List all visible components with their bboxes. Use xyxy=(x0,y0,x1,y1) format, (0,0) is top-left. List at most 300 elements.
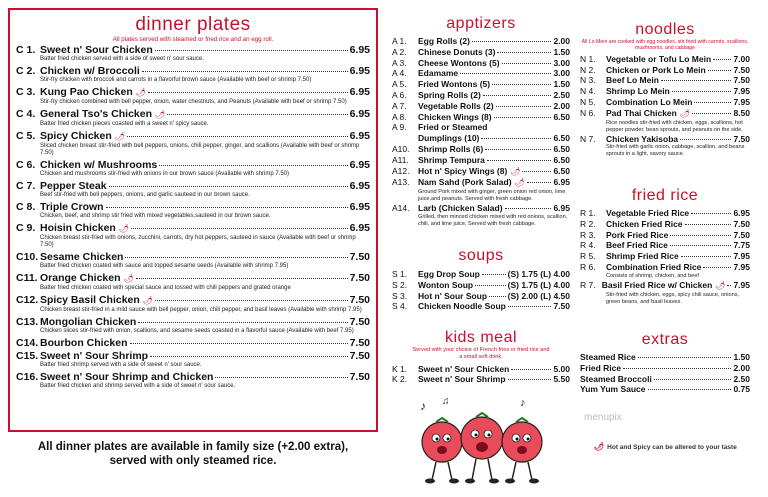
dot-leader xyxy=(670,245,732,246)
menu-item-name: Triple Crown xyxy=(40,200,104,213)
menu-item-price: 6.95 xyxy=(349,158,370,171)
menu-item-name: Combination Fried Rice xyxy=(606,261,702,272)
menu-item-price: 7.95 xyxy=(733,261,750,272)
menu-item-name: Kung Pao Chicken xyxy=(40,85,133,98)
tomato-right-icon xyxy=(502,418,542,484)
dot-leader xyxy=(648,389,732,390)
extras-list xyxy=(580,352,750,395)
menu-item-number: C13. xyxy=(16,315,39,328)
menu-item-name: Orange Chicken xyxy=(40,271,121,284)
menu-item-price: 6.95 xyxy=(349,85,370,98)
menu-item-price: 6.50 xyxy=(553,165,570,176)
menu-item xyxy=(392,374,570,385)
menu-item-number: A 9. xyxy=(392,122,407,133)
menu-item-number: N 5. xyxy=(580,97,596,107)
menu-item xyxy=(16,180,370,200)
menu-item-price: 7.50 xyxy=(733,133,750,144)
menu-item-description: Consists of shrimp, chicken, and beef xyxy=(606,272,699,279)
menu-item xyxy=(392,133,570,144)
menu-item xyxy=(392,101,570,112)
menu-item xyxy=(392,90,570,101)
menu-item-price: 7.50 xyxy=(349,336,370,349)
noodles-title: noodles xyxy=(635,21,695,38)
menu-item-price: 7.95 xyxy=(733,86,750,97)
chili-pepper-icon: 🌶 xyxy=(594,442,605,451)
menu-item-row xyxy=(580,374,750,385)
menu-item-number: C 7. xyxy=(16,179,36,192)
menu-item-number: A14. xyxy=(392,203,410,214)
menu-item-number: R 7. xyxy=(580,279,596,290)
menu-item-number: S 1. xyxy=(392,269,408,279)
menu-item xyxy=(580,251,750,262)
menu-item-number: N 7. xyxy=(580,133,596,144)
menu-item-name: Pepper Steak xyxy=(40,179,107,192)
kids-meal-list xyxy=(392,364,570,386)
menu-item-description: Chicken and mushrooms stir-fried with onions in our brown sauce (Available with shrimp 7.50) xyxy=(40,170,289,177)
menu-item-row xyxy=(392,269,570,280)
chili-pepper-icon: 🌶 xyxy=(118,223,130,233)
menu-item-number: A 6. xyxy=(392,89,407,100)
menu-item-price: 7.50 xyxy=(349,271,370,284)
spicy-legend-text: Hot and Spicy can be altered to your taste xyxy=(607,444,737,451)
menu-item-price: (S) 1.75 (L) 4.00 xyxy=(507,279,570,290)
menu-item xyxy=(580,108,750,134)
dot-leader xyxy=(109,186,348,187)
menu-item xyxy=(392,112,570,123)
menu-item-name: Sweet n' Sour Shrimp xyxy=(418,374,506,385)
menu-item-number: C 3. xyxy=(16,85,36,98)
menu-item-price: 6.95 xyxy=(349,221,370,234)
dot-leader xyxy=(638,357,732,358)
spicy-legend xyxy=(594,442,737,451)
menu-item-row xyxy=(392,166,570,178)
menu-item-row xyxy=(580,219,750,230)
dot-leader xyxy=(159,165,347,166)
kids-meal-subtitle: Served with your choice of French fries or fried rice and a small soft drink. xyxy=(412,347,550,360)
dot-leader xyxy=(672,91,732,92)
menu-item-row xyxy=(580,240,750,251)
menu-item-description: Batter fried shrimp served with a side of sweet n' sour sauce. xyxy=(40,361,202,368)
menu-item-row xyxy=(16,272,370,285)
menu-item-name: Pork Fried Rice xyxy=(606,229,669,240)
menu-item-price: (S) 1.75 (L) 4.00 xyxy=(507,269,570,279)
music-notes-icon xyxy=(420,396,526,413)
dot-leader xyxy=(460,73,551,74)
menu-item-row xyxy=(16,350,370,362)
menu-item-row xyxy=(580,280,750,292)
menu-item-price: 2.00 xyxy=(553,100,570,111)
menu-item xyxy=(16,350,370,370)
menu-item xyxy=(392,68,570,79)
menu-item-price: 6.95 xyxy=(553,177,570,188)
noodles-list xyxy=(580,54,750,159)
menu-item-price: 6.95 xyxy=(349,200,370,213)
appetizers-list xyxy=(392,36,570,228)
menu-item xyxy=(580,240,750,251)
menu-item-price: 7.50 xyxy=(349,370,370,383)
appetizers-section xyxy=(392,14,570,228)
dot-leader xyxy=(680,139,731,140)
menu-item-number: C 9. xyxy=(16,221,36,234)
menu-item-name: Spicy Basil Chicken xyxy=(40,293,140,306)
menu-item-name: Cheese Wontons (5) xyxy=(418,57,500,68)
menu-item-price: 7.50 xyxy=(733,75,750,86)
chili-pepper-icon: 🌶 xyxy=(510,166,521,176)
menu-item-price: 7.50 xyxy=(733,64,750,75)
menu-item-row xyxy=(392,133,570,144)
dot-leader xyxy=(713,59,731,60)
chili-pepper-icon: 🌶 xyxy=(679,108,691,118)
menu-item-price: 5.50 xyxy=(553,374,570,385)
menu-item-number: A 2. xyxy=(392,46,407,57)
menu-item xyxy=(392,177,570,203)
dot-leader xyxy=(670,235,731,236)
menu-item-price: 6.95 xyxy=(349,64,370,77)
menu-item-row xyxy=(16,294,370,307)
menu-item-name: Sweet n' Sour Shrimp and Chicken xyxy=(40,370,214,383)
menu-item-row xyxy=(392,144,570,155)
menu-item-price: 6.95 xyxy=(349,44,370,56)
menu-item-number: A10. xyxy=(392,143,410,154)
menu-item-number: C 6. xyxy=(16,158,36,171)
menu-item xyxy=(580,86,750,97)
dot-leader xyxy=(497,52,551,53)
soups-title: soups xyxy=(458,247,504,264)
dot-leader xyxy=(654,379,732,380)
menu-item-name: Pad Thai Chicken xyxy=(606,107,677,118)
dot-leader xyxy=(527,182,552,183)
menu-item-description: Chicken breast stir-fried in a mild sauce with bell pepper, onion, chili pepper, and basil leaves (Available with shrimp 7.95) xyxy=(40,306,362,313)
menu-item-row xyxy=(392,364,570,375)
menu-item-number: A11. xyxy=(392,154,409,165)
menu-item xyxy=(392,47,570,58)
menu-item-price: 7.75 xyxy=(733,240,750,251)
dot-leader xyxy=(703,267,731,268)
extras-title: extras xyxy=(641,331,689,348)
extras-section xyxy=(580,330,750,395)
menu-item-price: 7.00 xyxy=(733,53,750,64)
menu-item-number: C 2. xyxy=(16,64,36,77)
dot-leader xyxy=(155,300,348,301)
menu-item-row xyxy=(392,79,570,90)
dot-leader xyxy=(481,138,551,139)
dot-leader xyxy=(496,106,552,107)
menu-item-row xyxy=(580,352,750,363)
dot-leader xyxy=(692,113,731,114)
menu-item-price: 7.50 xyxy=(349,349,370,362)
menu-item xyxy=(580,97,750,108)
menu-item-description: Rice noodles stir-fried with chicken, eggs, scallions, hot pepper powder, bean sprouts, and peanuts on the side. xyxy=(606,119,743,133)
dot-leader xyxy=(502,63,552,64)
menu-item-name: Hot n' Sour Soup xyxy=(418,290,488,301)
menu-item-row xyxy=(580,75,750,86)
menu-item-price: 6.50 xyxy=(553,111,570,122)
menu-item-name: Chicken or Pork Lo Mein xyxy=(606,64,706,75)
menu-item-name: Basil Fried Rice w/ Chicken xyxy=(601,279,713,290)
menu-item-price: 7.50 xyxy=(349,315,370,328)
dot-leader xyxy=(106,207,348,208)
menu-item-row xyxy=(16,337,370,349)
menu-item-number: C10. xyxy=(16,251,39,264)
chili-pepper-icon: 🌶 xyxy=(715,280,726,290)
menu-item-price: 3.00 xyxy=(553,68,570,79)
menu-item-row xyxy=(16,44,370,56)
fried-rice-list xyxy=(580,208,750,306)
menu-item-name: Steamed Rice xyxy=(580,352,636,362)
menu-item-row xyxy=(16,222,370,235)
menu-item xyxy=(392,203,570,228)
menu-item xyxy=(580,219,750,230)
menu-item-name: Chicken Noodle Soup xyxy=(418,301,506,312)
menu-item-row xyxy=(392,155,570,166)
menu-item-number: S 4. xyxy=(392,301,408,312)
menu-item xyxy=(580,384,750,395)
menu-item-price: 6.95 xyxy=(349,129,370,142)
menu-item-price: (S) 2.00 (L) 4.50 xyxy=(507,290,570,301)
menu-item-row xyxy=(580,262,750,273)
menu-item xyxy=(580,75,750,86)
menu-item xyxy=(16,44,370,64)
soups-list xyxy=(392,269,570,312)
menu-item xyxy=(16,272,370,293)
menu-item-row xyxy=(392,301,570,312)
menu-item-name: Combination Lo Mein xyxy=(606,97,693,107)
dot-leader xyxy=(130,343,348,344)
menu-item-name: Vegetable Fried Rice xyxy=(606,208,690,218)
menu-item-number: R 2. xyxy=(580,218,596,229)
dot-leader xyxy=(482,274,506,275)
chili-pepper-icon: 🌶 xyxy=(514,178,525,188)
menu-item xyxy=(392,58,570,69)
menu-item-number: N 6. xyxy=(580,107,596,118)
menu-item xyxy=(392,301,570,312)
menu-item-description: Batter fried chicken pieces coasted with a sweet n' spicy sauce. xyxy=(40,120,209,127)
menu-item-price: 8.50 xyxy=(733,107,750,118)
dot-leader xyxy=(494,117,552,118)
menu-item-name: Hoisin Chicken xyxy=(40,221,116,234)
svg-text:♪: ♪ xyxy=(520,397,526,409)
menu-item-description: Chicken, beef, and shrimp stir fried with mixed vegetables,sauteed in our brown sauce. xyxy=(40,212,271,219)
menu-item-name: Dumplings (10) xyxy=(418,133,480,144)
menu-item xyxy=(16,316,370,336)
dot-leader xyxy=(138,322,347,323)
dinner-footer xyxy=(8,440,378,468)
menu-item-number: R 4. xyxy=(580,240,596,251)
chili-pepper-icon: 🌶 xyxy=(114,131,125,141)
menu-item-row xyxy=(580,54,750,65)
menu-item-name: Chicken Wings (8) xyxy=(418,111,492,122)
chili-pepper-icon: 🌶 xyxy=(155,109,166,119)
svg-text:♪: ♪ xyxy=(420,399,426,413)
menu-item-number: A 5. xyxy=(392,79,407,90)
menu-item-row xyxy=(580,97,750,108)
menu-item-number: A 4. xyxy=(392,68,407,79)
menu-item-row xyxy=(16,201,370,213)
menu-item-price: 6.50 xyxy=(553,154,570,165)
menu-item xyxy=(16,86,370,107)
menu-item xyxy=(580,230,750,241)
menu-item-row xyxy=(16,65,370,77)
menu-item-row xyxy=(392,280,570,291)
dinner-plates-list xyxy=(16,44,370,390)
menu-item-price: 7.50 xyxy=(733,229,750,240)
noodles-section xyxy=(580,20,750,158)
dot-leader xyxy=(150,356,347,357)
dot-leader xyxy=(708,70,732,71)
dot-leader xyxy=(508,379,552,380)
dot-leader xyxy=(167,114,347,115)
menu-item-number: R 5. xyxy=(580,251,596,262)
menu-item-price: 2.00 xyxy=(733,362,750,373)
menu-item xyxy=(16,337,370,349)
menu-item xyxy=(392,364,570,375)
menu-item-name: Chicken w/ Broccoli xyxy=(40,64,140,77)
menu-item-description: Batter fried chicken and shrimp served with a side of sweet n' sour sauce. xyxy=(40,382,236,389)
dot-leader xyxy=(508,306,552,307)
menu-item-number: C 8. xyxy=(16,200,36,213)
menu-item-name: Bourbon Chicken xyxy=(40,336,128,349)
menu-item-description: Stir-fried with chicken, eggs, spicy chili sauce, onions, green beans, and basil leaves. xyxy=(606,291,740,305)
menu-item xyxy=(580,65,750,76)
menu-item-name: Yum Yum Sauce xyxy=(580,384,646,395)
dot-leader xyxy=(661,80,732,81)
dot-leader xyxy=(691,213,731,214)
menu-item xyxy=(392,155,570,166)
dinner-plates-panel xyxy=(8,8,378,432)
menu-item-price: 2.50 xyxy=(553,89,570,100)
dot-leader xyxy=(131,228,348,229)
menu-item-name: Hot n' Spicy Wings (8) xyxy=(418,165,508,176)
menu-item-name: Spring Rolls (2) xyxy=(418,89,481,100)
menu-item-number: C11. xyxy=(16,271,38,284)
menu-item-row xyxy=(392,122,570,133)
menu-item-row xyxy=(392,112,570,123)
menu-item-row xyxy=(16,371,370,383)
menu-item-price: 3.00 xyxy=(553,57,570,68)
menu-item-row xyxy=(16,159,370,171)
menu-item-row xyxy=(392,58,570,69)
menu-item-row xyxy=(16,316,370,328)
menu-item xyxy=(580,262,750,280)
noodles-subtitle: All Lo Mein are cooked with egg noodles, stir fried with carrots, scallions, mushrooms, and cabbage xyxy=(581,39,749,52)
dot-leader xyxy=(472,41,552,42)
menu-item-number: C16. xyxy=(16,370,39,383)
menu-item-price: 6.95 xyxy=(553,203,570,214)
menu-item-price: 2.00 xyxy=(553,36,570,46)
menu-item-number: N 4. xyxy=(580,86,596,97)
dot-leader xyxy=(685,224,732,225)
menu-item-price: 7.50 xyxy=(553,301,570,312)
menu-item-row xyxy=(16,251,370,263)
menu-item-row xyxy=(392,203,570,214)
menu-item-number: K 1. xyxy=(392,363,408,374)
menu-item xyxy=(392,291,570,302)
soups-section xyxy=(392,246,570,312)
menu-item xyxy=(580,134,750,159)
menu-item-number: C 4. xyxy=(16,107,36,120)
menu-item-name: Chinese Donuts (3) xyxy=(418,46,496,57)
menu-item-name: Fried or Steamed xyxy=(418,122,488,133)
menu-item-price: 7.50 xyxy=(349,293,370,306)
dot-leader xyxy=(522,171,551,172)
menu-item-number: R 6. xyxy=(580,261,596,272)
menu-item-row xyxy=(16,86,370,99)
menu-item-description: Stir-fried with garlic onion, cabbage, scallion, and beans sprouts in a light, savory sauce. xyxy=(606,144,745,158)
dot-leader xyxy=(727,285,731,286)
menu-item-description: Batter fried chicken coated with sauce and topped sesame seeds (Available with shrimp 7.95) xyxy=(40,263,289,270)
dot-leader xyxy=(127,136,348,137)
kids-meal-title: kids meal xyxy=(444,329,518,346)
menu-item-number: C 5. xyxy=(16,129,36,142)
menu-item-number: A 8. xyxy=(392,111,407,122)
menu-item xyxy=(16,130,370,158)
dot-leader xyxy=(623,368,731,369)
menu-item-number: A13. xyxy=(392,177,410,188)
menu-item-name: Shrimp Lo Mein xyxy=(606,86,670,97)
menu-item xyxy=(392,36,570,47)
menu-item-row xyxy=(580,363,750,374)
dot-leader xyxy=(142,71,348,72)
menu-item-number: C15. xyxy=(16,349,39,362)
menu-item xyxy=(16,371,370,391)
menu-item-number: K 2. xyxy=(392,374,408,385)
menu-item-price: 6.95 xyxy=(733,208,750,218)
menu-item-number: S 2. xyxy=(392,279,408,290)
menu-item-price: 7.95 xyxy=(733,97,750,107)
menu-item-name: Fried Wontons (5) xyxy=(418,79,491,90)
chili-pepper-icon: 🌶 xyxy=(123,273,134,283)
menu-item-row xyxy=(392,291,570,302)
dot-leader xyxy=(155,50,348,51)
menu-item xyxy=(580,352,750,363)
menu-item-name: Steamed Broccoli xyxy=(580,373,652,384)
dot-leader xyxy=(215,377,347,378)
menu-item-name: Vegetable Rolls (2) xyxy=(418,100,494,111)
menu-item-name: Chicken Fried Rice xyxy=(606,218,683,229)
menu-item-number: A 1. xyxy=(392,36,407,46)
menu-item-row xyxy=(392,47,570,58)
menu-item-description: Stir-fry chicken combined with bell pepper, onion, water chestnuts, and Peanuts (Available with beef or shrimp 7.50) xyxy=(40,98,347,105)
menu-item-name: Sweet n' Sour Shrimp xyxy=(40,349,149,362)
menu-item-name: Chicken w/ Mushrooms xyxy=(40,158,158,171)
dot-leader xyxy=(148,92,348,93)
menu-item xyxy=(392,269,570,280)
menu-item-price: 7.50 xyxy=(349,251,370,264)
dinner-plates-subtitle: All plates served with steamed or fried rice and an egg roll. xyxy=(112,36,274,43)
menu-item xyxy=(16,294,370,315)
menu-item-number: A12. xyxy=(392,165,410,176)
dot-leader xyxy=(125,257,347,258)
menu-item-number: S 3. xyxy=(392,290,408,301)
menu-item-description: Chicken breast stir-fried with onions, zucchini, carrots, dry hot peppers, sauteed in sauce (Available with beef or shrimp 7.50) xyxy=(40,234,356,249)
menu-item-price: 6.95 xyxy=(349,179,370,192)
menu-item-row xyxy=(16,180,370,192)
menu-item-name: Egg Drop Soup xyxy=(418,269,480,279)
menu-item xyxy=(392,166,570,178)
menu-item-price: 1.50 xyxy=(733,352,750,362)
menu-item-number: A 7. xyxy=(392,100,407,111)
menu-item xyxy=(580,363,750,374)
menu-item-description: Batter fried chicken coated with special sauce and tossed with chili peppers and grated orange xyxy=(40,284,291,291)
menu-item-number: N 1. xyxy=(580,53,596,64)
menu-item-row xyxy=(580,208,750,219)
menu-item-number: A 3. xyxy=(392,57,407,68)
tomato-mascots-illustration xyxy=(412,392,552,488)
menu-item-name: Fried Rice xyxy=(580,362,622,373)
menu-item-name: Shrimp Rolls (6) xyxy=(418,143,484,154)
menu-item-row xyxy=(580,384,750,395)
menu-item-row xyxy=(392,68,570,79)
